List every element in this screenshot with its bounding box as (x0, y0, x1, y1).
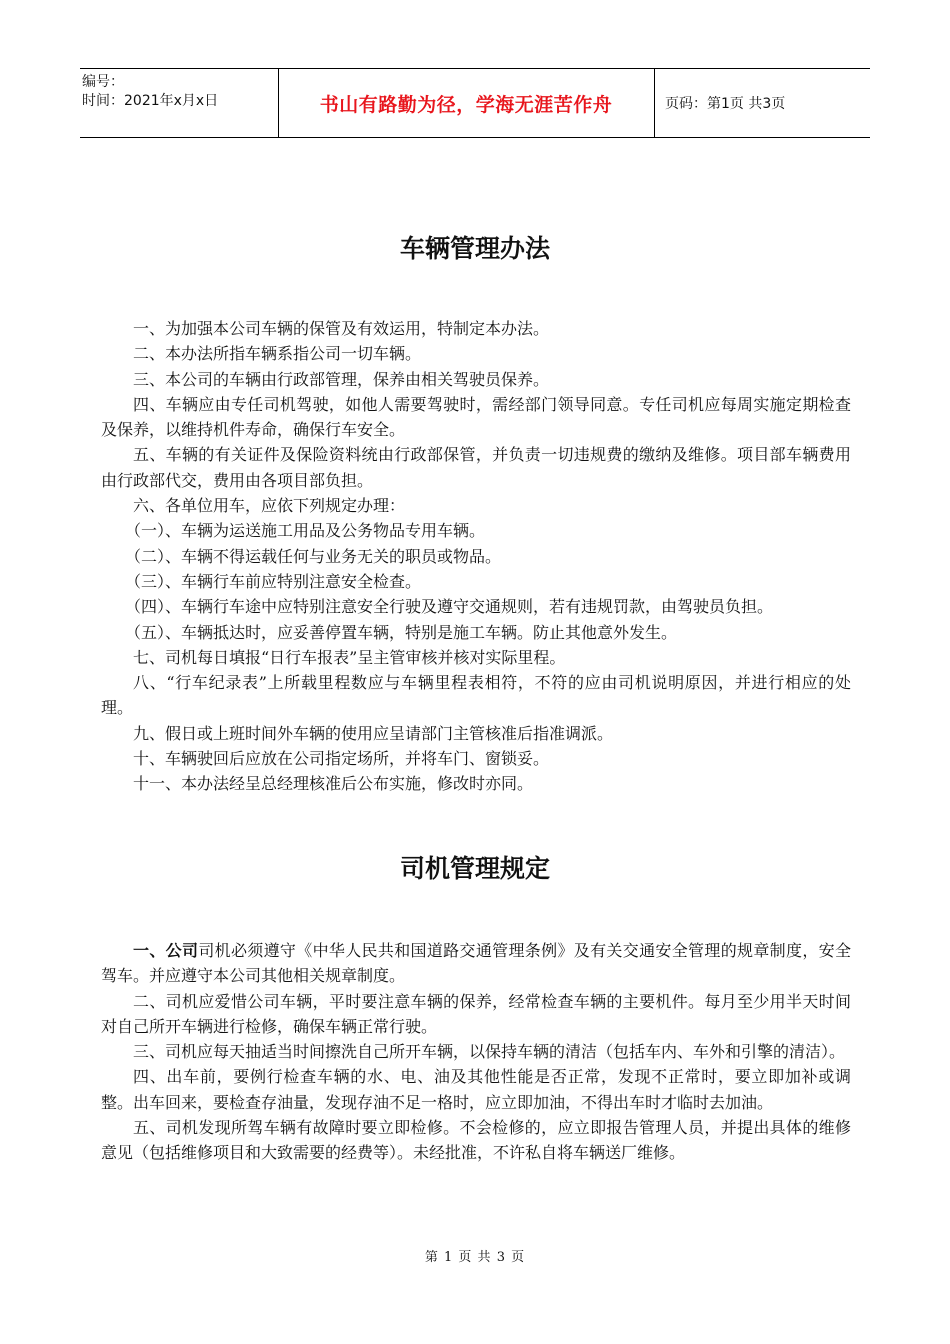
doc1-paragraph: 八、“行车纪录表”上所载里程数应与车辆里程表相符，不符的应由司机说明原因，并进行相应的处理。 (101, 673, 851, 718)
doc1-subitem: （三）、车辆行车前应特别注意安全检查。 (125, 571, 422, 591)
header-motto: 书山有路勤为径，学海无涯苦作舟 (319, 93, 613, 116)
header-page-label: 页码：第1页 共3页 (654, 69, 870, 137)
doc1-subitem: （四）、车辆行车途中应特别注意安全行驶及遵守交通规则，若有违规罚款，由驾驶员负担。 (125, 597, 774, 617)
doc2-title: 司机管理规定 (399, 854, 550, 883)
number-label: 编号： (82, 74, 124, 90)
doc1-paragraph: 十一、本办法经呈总经理核准后公布实施，修改时亦同。 (133, 774, 534, 794)
doc2-paragraph: 二、司机应爱惜公司车辆，平时要注意车辆的保养，经常检查车辆的主要机件。每月至少用半天时间对自己所开车辆进行检修，确保车辆正常行驶。 (101, 991, 851, 1036)
doc1-subitem: （五）、车辆抵达时，应妥善停置车辆，特别是施工车辆。防止其他意外发生。 (125, 622, 678, 642)
doc2-paragraph: 五、司机发现所驾车辆有故障时要立即检修。不会检修的，应立即报告管理人员，并提出具体的维修意见（包括维修项目和大致需要的经费等）。未经批准，不许私自将车辆送厂维修。 (101, 1118, 851, 1163)
doc1-subitem: （二）、车辆不得运载任何与业务无关的职员或物品。 (125, 546, 502, 566)
doc1-paragraph: 五、车辆的有关证件及保险资料统由行政部保管，并负责一切违规费的缴纳及维修。项目部车辆费用由行政部代交，费用由各项目部负担。 (101, 445, 851, 490)
doc1-paragraph: 九、假日或上班时间外车辆的使用应呈请部门主管核准后指准调派。 (133, 723, 614, 743)
doc1-paragraph: 四、车辆应由专任司机驾驶，如他人需要驾驶时，需经部门领导同意。专任司机应每周实施定期检查及保养，以维持机件寿命，确保行车安全。 (101, 394, 851, 440)
doc1-body (101, 316, 851, 797)
doc2-paragraph (101, 938, 851, 989)
doc2-lead: 一、公司 (133, 941, 199, 960)
time-label: 时间：2021年x月x日 (82, 93, 219, 109)
page-header (80, 68, 870, 138)
doc2-paragraph: 四、出车前，要例行检查车辆的水、电、油及其他性能是否正常，发现不正常时，要立即加补或调整。出车回来，要检查存油量，发现存油不足一格时，应立即加油，不得出车时才临时去加油。 (101, 1067, 851, 1112)
doc1-paragraph: 二、本办法所指车辆系指公司一切车辆。 (133, 344, 422, 364)
doc2-body (101, 938, 851, 1166)
doc1-title: 车辆管理办法 (399, 234, 550, 263)
doc1-paragraph: 七、司机每日填报“日行车报表”呈主管审核并核对实际里程。 (133, 647, 566, 667)
doc2-paragraph-text: 司机必须遵守《中华人民共和国道路交通管理条例》及有关交通安全管理的规章制度，安全驾车。并应遵守本公司其他相关规章制度。 (101, 941, 851, 986)
doc1-paragraph: 十、车辆驶回后应放在公司指定场所，并将车门、窗锁妥。 (133, 749, 550, 769)
doc1-paragraph: 一、为加强本公司车辆的保管及有效运用，特制定本办法。 (133, 319, 550, 338)
doc1-paragraph: 三、本公司的车辆由行政部管理，保养由相关驾驶员保养。 (133, 369, 550, 389)
doc1-subitem: （一）、车辆为运送施工用品及公务物品专用车辆。 (125, 521, 486, 541)
doc2-paragraph: 三、司机应每天抽适当时间擦洗自己所开车辆，以保持车辆的清洁（包括车内、车外和引擎的清洁）。 (133, 1042, 846, 1062)
page-footer: 第 1 页 共 3 页 (424, 1250, 526, 1265)
doc1-paragraph: 六、各单位用车，应依下列规定办理： (133, 496, 406, 516)
header-meta (80, 69, 279, 137)
